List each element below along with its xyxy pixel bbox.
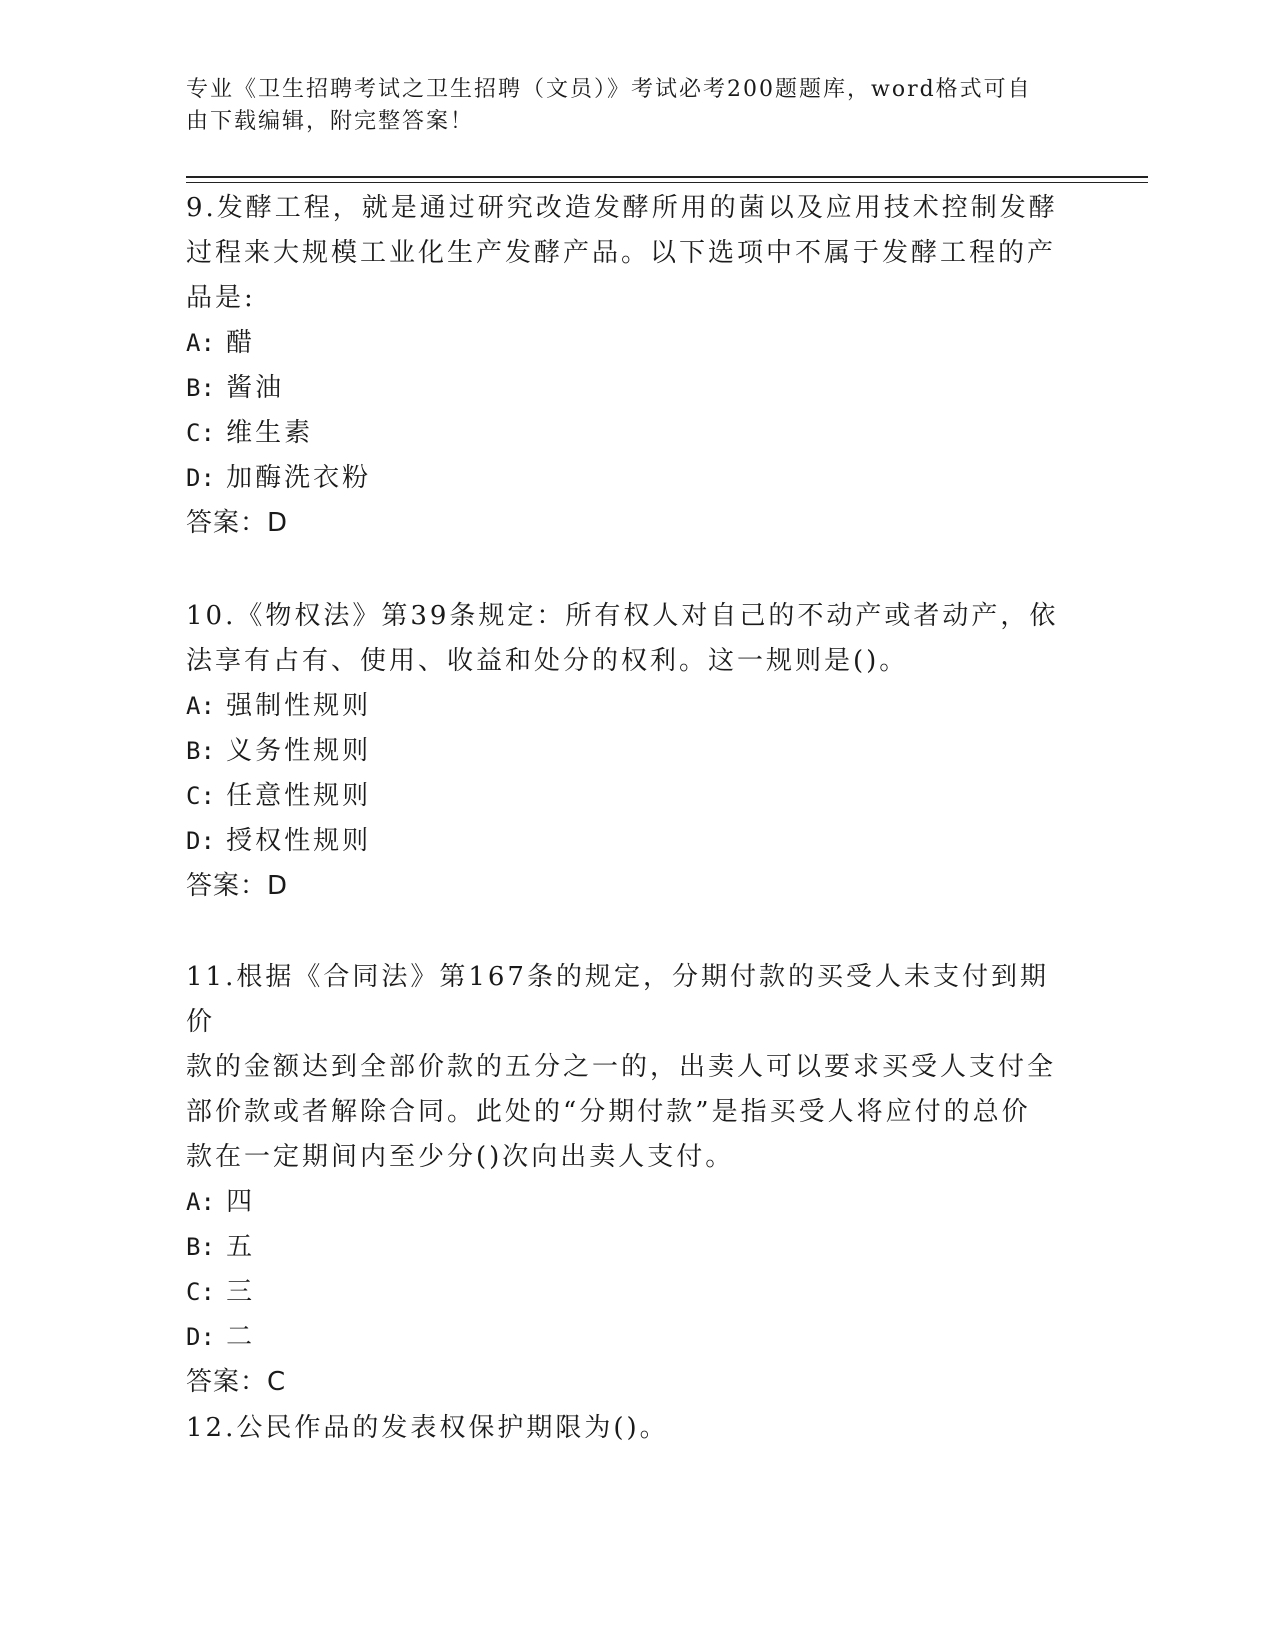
- question-text-line: 12.公民作品的发表权保护期限为()。: [186, 1413, 669, 1443]
- header-line-1: 专业《卫生招聘考试之卫生招聘（文员）》考试必考200题题库，word格式可自: [186, 77, 1032, 102]
- question-text-line: 11.根据《合同法》第167条的规定，分期付款的买受人未支付到期价: [186, 962, 1049, 1037]
- document-header: [186, 74, 1066, 138]
- question-9: [186, 186, 1066, 546]
- option-a: A: 四: [186, 1187, 256, 1217]
- option-b: B: 酱油: [186, 373, 285, 403]
- header-line-2: 由下载编辑，附完整答案！: [186, 109, 475, 134]
- header-divider-thick: [186, 176, 1148, 178]
- option-c: C: 任意性规则: [186, 781, 372, 811]
- option-d: D: 授权性规则: [186, 826, 372, 856]
- question-11: [186, 955, 1066, 1405]
- question-text-line: 品是:: [186, 283, 256, 313]
- option-c: C: 三: [186, 1277, 256, 1307]
- option-d: D: 二: [186, 1322, 256, 1352]
- option-b: B: 五: [186, 1232, 256, 1262]
- option-a: A: 醋: [186, 328, 256, 358]
- answer: 答案：D: [186, 508, 289, 538]
- answer: 答案：D: [186, 871, 289, 901]
- question-text-line: 过程来大规模工业化生产发酵产品。以下选项中不属于发酵工程的产: [186, 238, 1057, 268]
- question-text-line: 10.《物权法》第39条规定：所有权人对自己的不动产或者动产，依: [186, 601, 1059, 631]
- answer: 答案：C: [186, 1367, 287, 1397]
- question-text-line: 法享有占有、使用、收益和处分的权利。这一规则是()。: [186, 646, 909, 676]
- option-a: A: 强制性规则: [186, 691, 372, 721]
- question-12: [186, 1406, 1066, 1451]
- question-text-line: 部价款或者解除合同。此处的“分期付款”是指买受人将应付的总价: [186, 1097, 1031, 1127]
- question-text-line: 款的金额达到全部价款的五分之一的，出卖人可以要求买受人支付全: [186, 1052, 1057, 1082]
- question-10: [186, 594, 1066, 909]
- option-c: C: 维生素: [186, 418, 314, 448]
- question-text-line: 款在一定期间内至少分()次向出卖人支付。: [186, 1142, 735, 1172]
- option-b: B: 义务性规则: [186, 736, 372, 766]
- question-text-line: 9.发酵工程，就是通过研究改造发酵所用的菌以及应用技术控制发酵: [186, 193, 1058, 223]
- header-divider-thin: [186, 182, 1148, 183]
- option-d: D: 加酶洗衣粉: [186, 463, 372, 493]
